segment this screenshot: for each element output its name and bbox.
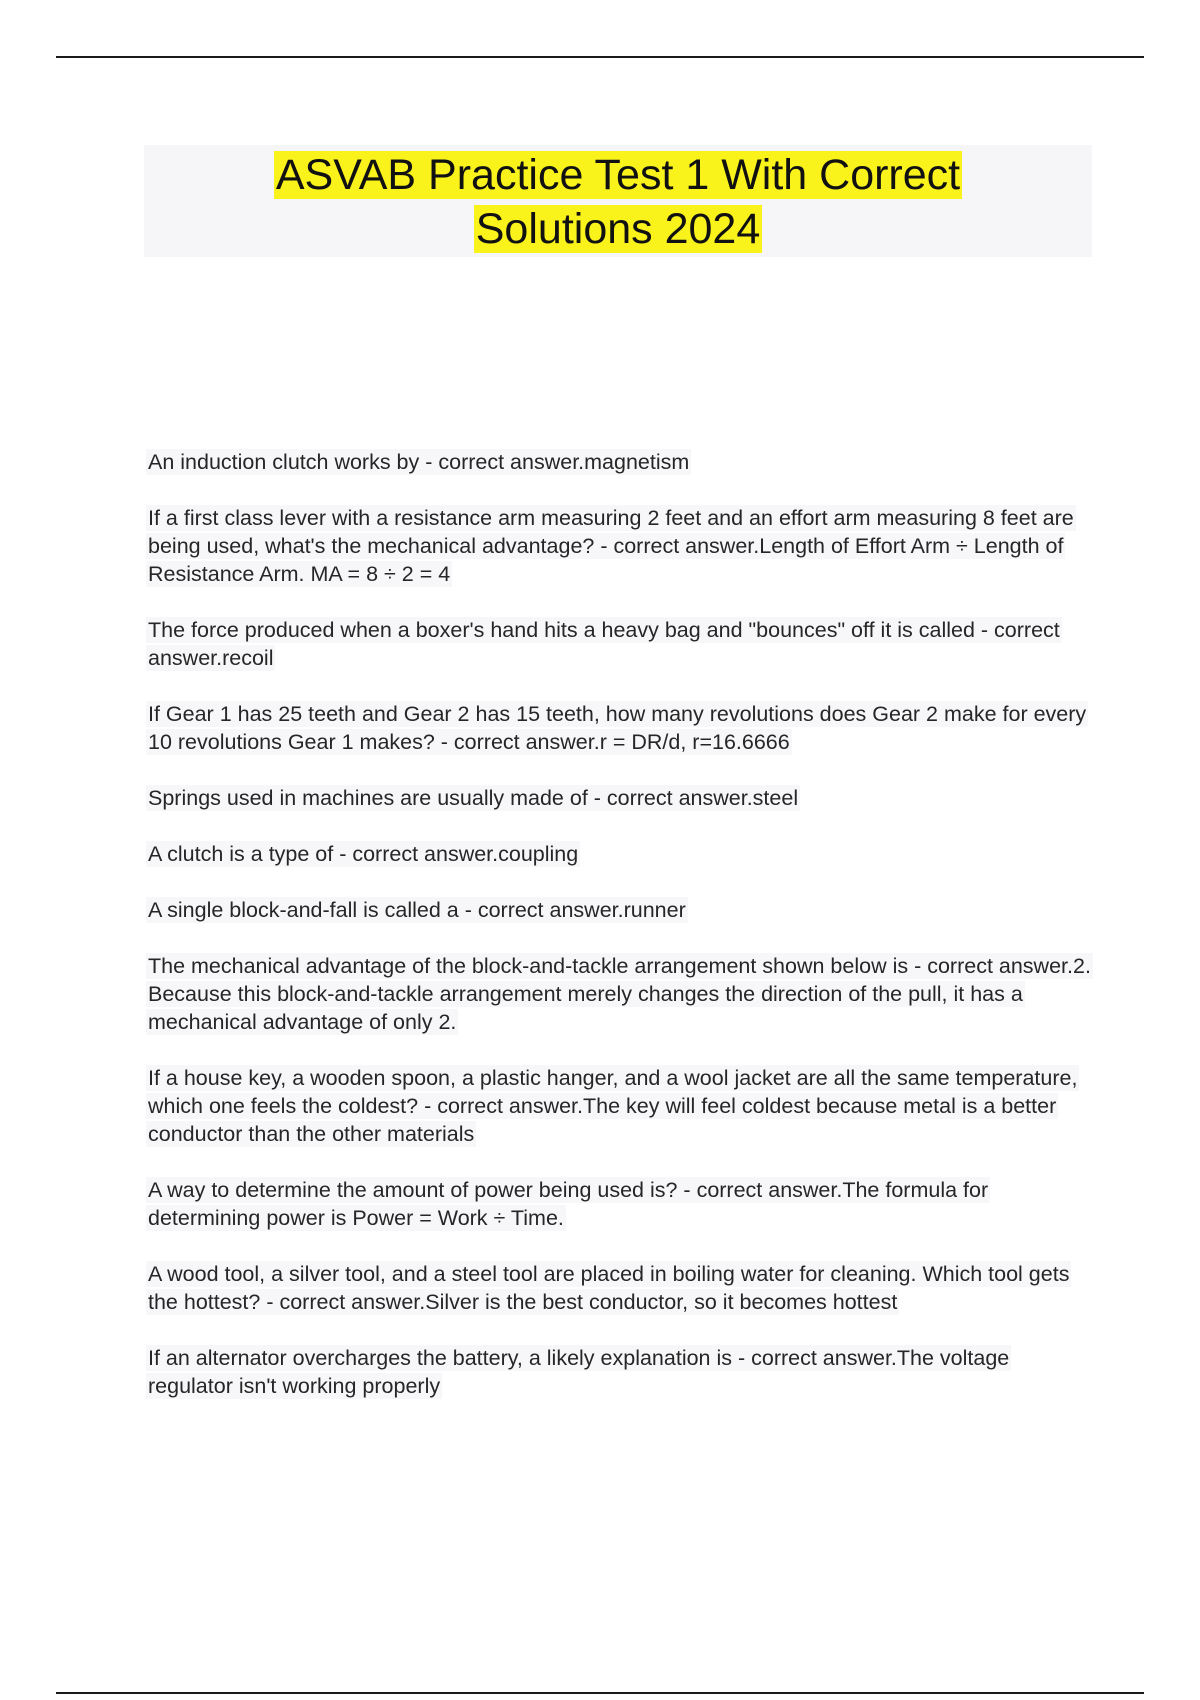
question-item	[146, 840, 1096, 868]
question-text: A wood tool, a silver tool, and a steel tool are placed in boiling water for cleaning. Which tool gets the hottest? - correct answer.Silver is the best conductor, so it becomes hottest	[148, 1262, 1070, 1314]
question-item	[146, 504, 1096, 588]
question-text: If an alternator overcharges the battery, a likely explanation is - correct answer.The voltage regulator isn't working properly	[148, 1346, 1010, 1398]
question-text: If Gear 1 has 25 teeth and Gear 2 has 15 teeth, how many revolutions does Gear 2 make for every 10 revolutions Gear 1 makes? - correct answer.r = DR/d, r=16.6666	[148, 702, 1087, 754]
question-item	[146, 952, 1096, 1036]
title-line-1: ASVAB Practice Test 1 With Correct	[275, 151, 961, 199]
question-item	[146, 1064, 1096, 1148]
question-text: The mechanical advantage of the block-and-tackle arrangement shown below is - correct answer.2. Because this block-and-tackle arrangement merely changes the direction of the pull, it has a mechanical advantage of only 2.	[148, 954, 1091, 1034]
question-text: A way to determine the amount of power being used is? - correct answer.The formula for determining power is Power = Work ÷ Time.	[148, 1178, 989, 1230]
question-item	[146, 1176, 1096, 1232]
title-line-2: Solutions 2024	[475, 205, 761, 253]
top-rule	[56, 56, 1144, 58]
question-text: An induction clutch works by - correct answer.magnetism	[148, 450, 690, 474]
question-text: A clutch is a type of - correct answer.coupling	[148, 842, 579, 866]
question-item	[146, 896, 1096, 924]
question-text: A single block-and-fall is called a - correct answer.runner	[148, 898, 686, 922]
question-item	[146, 616, 1096, 672]
title-band	[144, 145, 1092, 257]
question-item	[146, 1344, 1096, 1400]
question-item	[146, 700, 1096, 756]
question-text: If a first class lever with a resistance arm measuring 2 feet and an effort arm measuring 8 feet are being used, what's the mechanical advantage? - correct answer.Length of Effort Arm ÷ Length of Resistance Arm. MA = 8 ÷ 2 = 4	[148, 506, 1074, 586]
question-item	[146, 784, 1096, 812]
question-text: The force produced when a boxer's hand hits a heavy bag and "bounces" off it is called - correct answer.recoil	[148, 618, 1060, 670]
question-text: If a house key, a wooden spoon, a plastic hanger, and a wool jacket are all the same temperature, which one feels the coldest? - correct answer.The key will feel coldest because metal is a better conductor than the other materials	[148, 1066, 1078, 1146]
question-text: Springs used in machines are usually made of - correct answer.steel	[148, 786, 799, 810]
bottom-rule	[56, 1692, 1144, 1694]
document-title	[144, 145, 1092, 256]
question-item	[146, 1260, 1096, 1316]
question-item	[146, 448, 1096, 476]
question-list	[146, 448, 1096, 1428]
